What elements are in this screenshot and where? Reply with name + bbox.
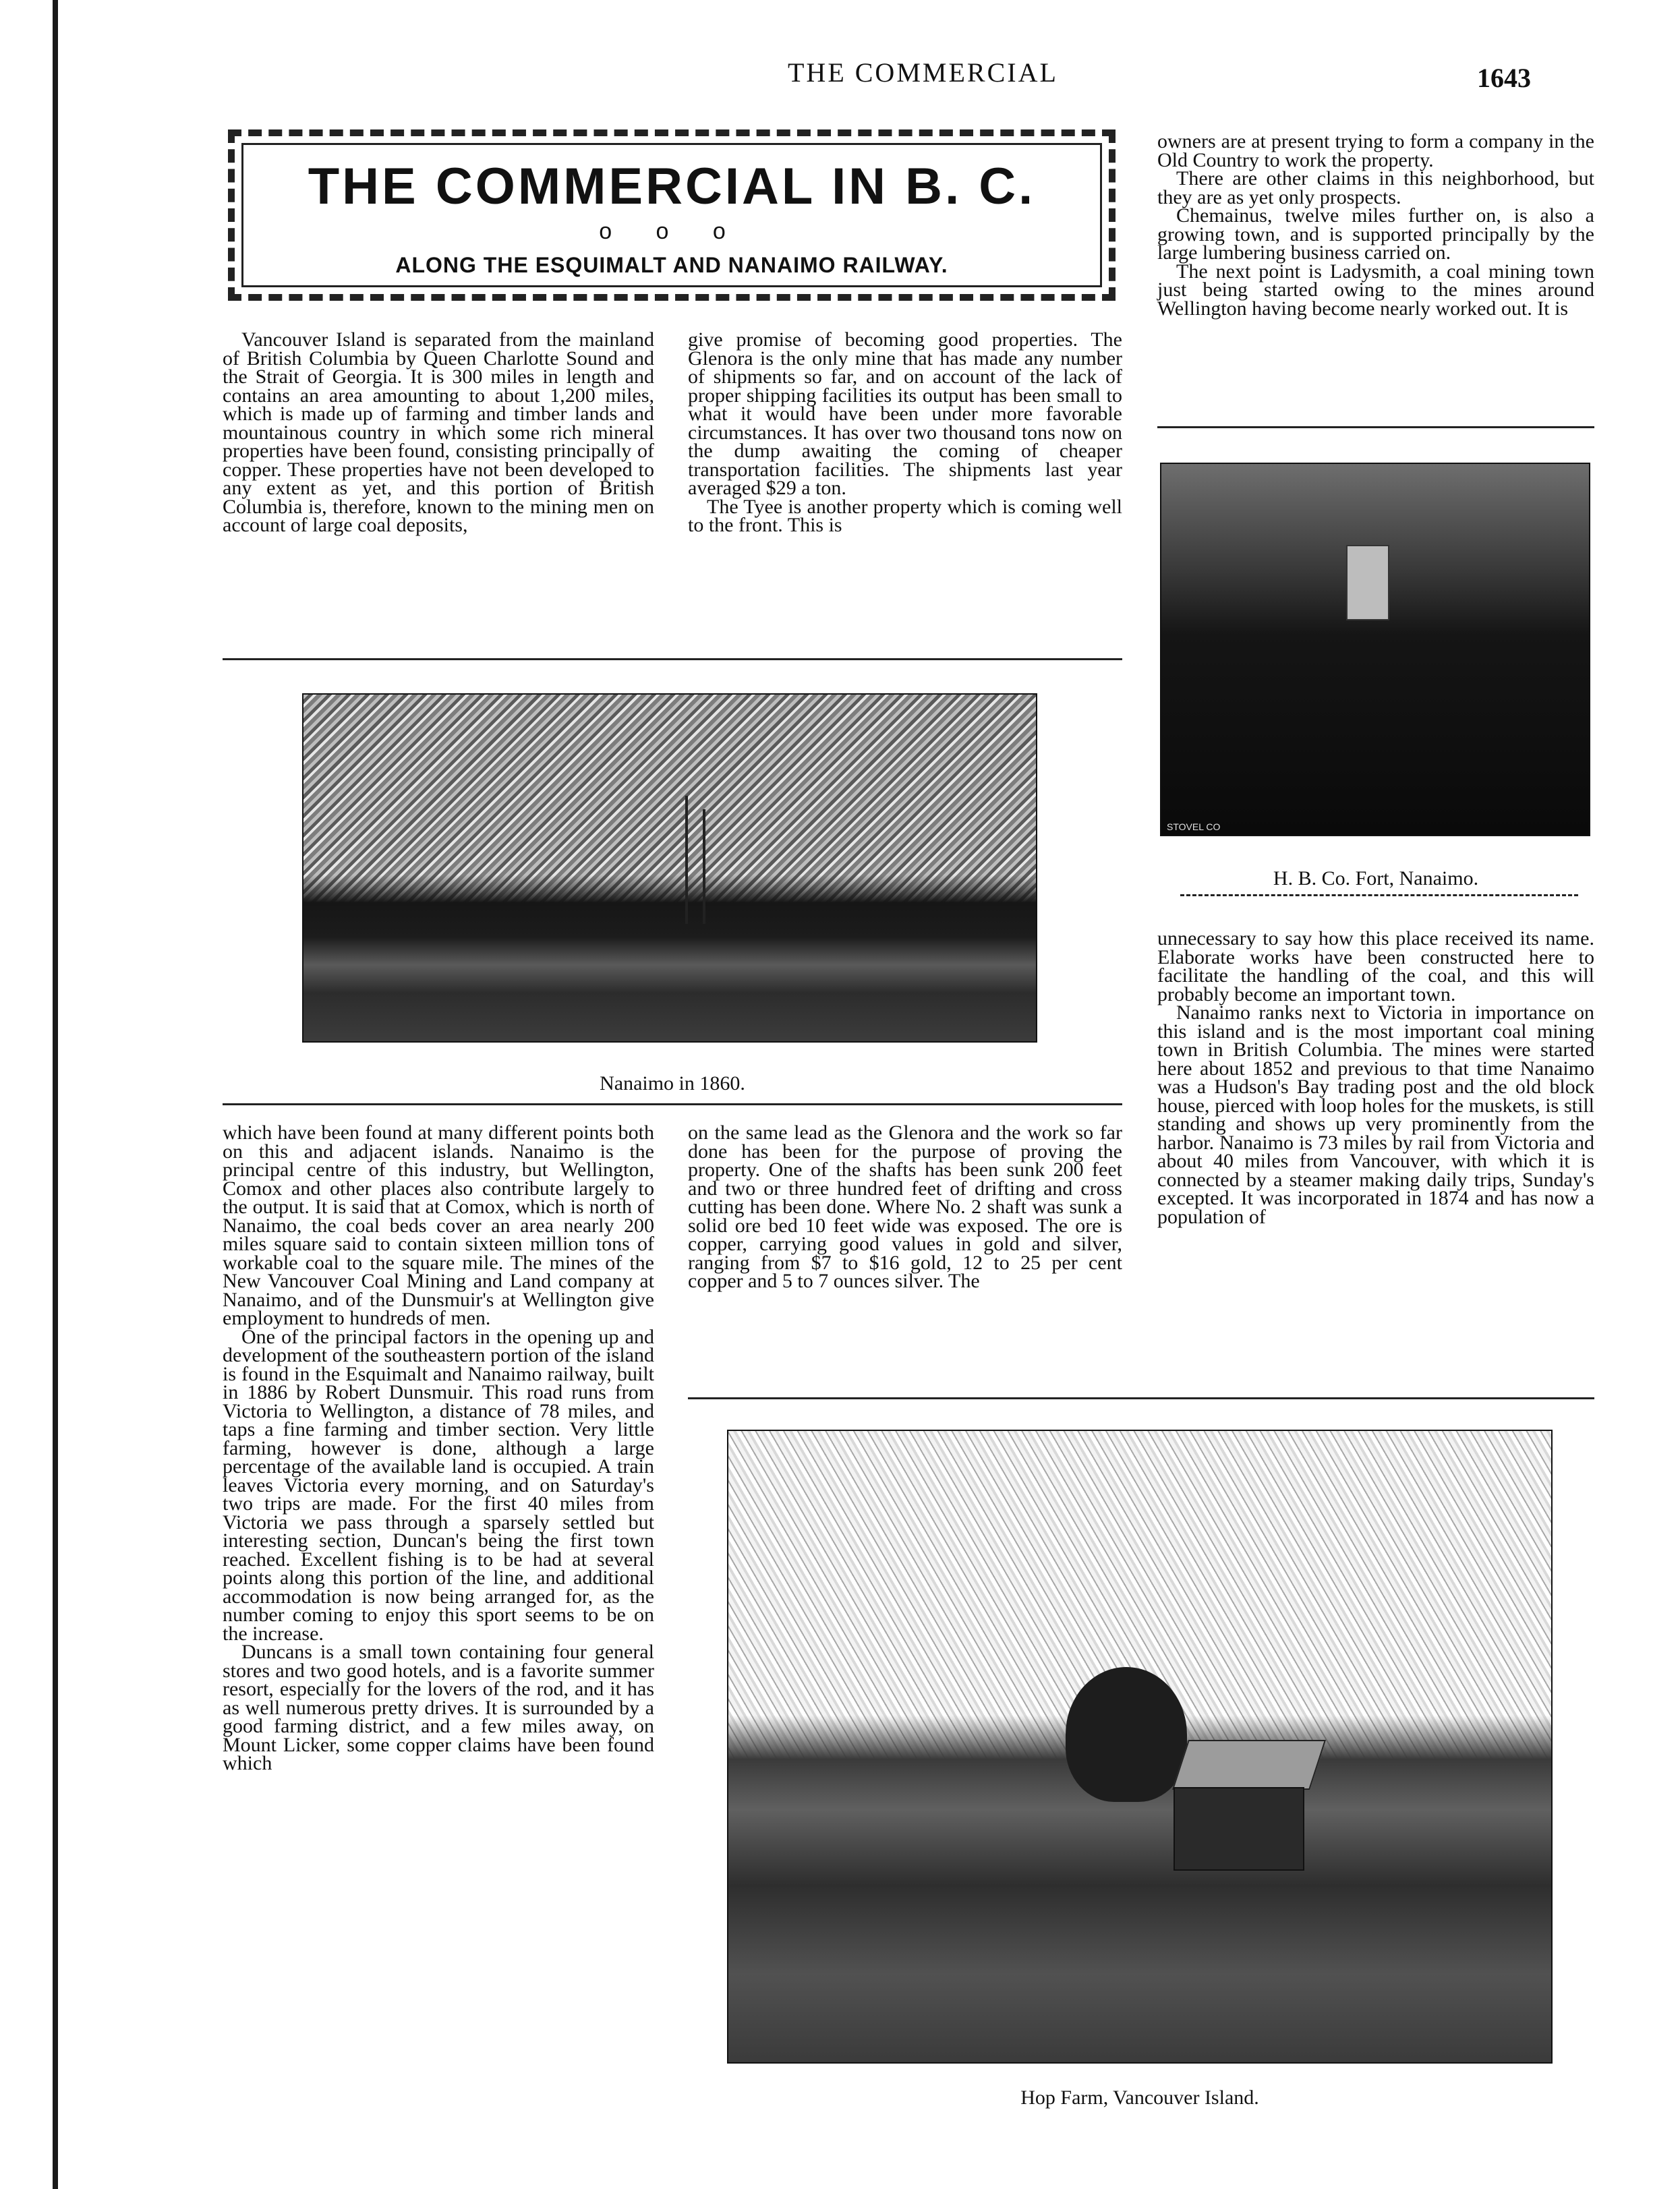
article-col2-bottom [688,1123,1122,1291]
fort-photo [1160,463,1590,836]
paragraph: on the same lead as the Glenora and the work so far done has been for the purpose of proving the property. One of the shafts has been sunk 200 feet and two or three hundred feet of drifting and cross cutting has been done. Where No. 2 shaft was sunk a solid ore bed 10 feet wide was exposed. The ore is copper, carrying good values in gold and silver, ranging from $7 to $16 gold, 12 to 25 per cent copper and 5 to 7 ounces silver. The [688,1121,1122,1292]
paragraph: owners are at present trying to form a company in the Old Country to work the property. [1157,130,1594,171]
paragraph: give promise of becoming good properties. The Glenora is the only mine that has made any number of shipments so far, and on account of the lack of proper shipping facilities its output has been small to what it would have been under more favorable circumstances. It has over two thousand tons now on the dump awaiting the coming of cheaper transportation facilities. The shipments last year averaged $29 a ton. [688,328,1122,499]
paragraph: The next point is Ladysmith, a coal mining town just being started owing to the mines around Wellington having become nearly worked out. It is [1157,260,1594,320]
paragraph: Nanaimo ranks next to Victoria in importance on this island and is the most important coal mining town in British Columbia. The mines were started here about 1852 and previous to that time Nanaimo was a Hudson's Bay trading post and the old block house, pierced with loop holes for the muskets, is still standing and shows up very prominently from the harbor. Nanaimo is 73 miles by rail from Victoria and about 40 miles from Vancouver, with which it is connected by a steamer making daily trips, Sunday's excepted. It was incorporated in 1874 and has now a population of [1157,1001,1594,1228]
running-title: THE COMMERCIAL [788,57,1058,88]
nanaimo-1860-photo [302,693,1037,1043]
paragraph: Vancouver Island is separated from the mainland of British Columbia by Queen Charlotte Sound and the Strait of Georgia. It is 300 miles in length and contains an area amounting to about 1,200 miles, which is made up of farming and timber lands and mountainous country in which some rich mineral properties have been found, consisting principally of copper. These properties have not been developed to any extent as yet, and this portion of British Columbia is, therefore, known to the mining men on account of large coal deposits, [223,328,654,536]
section-rule [223,658,1122,660]
column-rule [1157,426,1594,428]
article-col1-bottom [223,1123,654,1773]
section-rule [688,1397,1594,1399]
paragraph: There are other claims in this neighborhood, but they are as yet only prospects. [1157,167,1594,208]
article-col3-middle [1157,929,1594,1226]
masthead-title: THE COMMERCIAL IN B. C. [308,158,1036,215]
fort-caption: H. B. Co. Fort, Nanaimo. [1273,867,1479,889]
blockhouse-tower [1346,545,1389,620]
section-rule [223,1103,1122,1105]
paragraph: The Tyee is another property which is coming well to the front. This is [688,495,1122,536]
paragraph: Duncans is a small town containing four general stores and two good hotels, and is a favorite summer resort, especially for the lovers of the rod, and it has as well numerous pretty drives. It is surrounded by a good farming district, and a few miles away, on Mount Licker, some copper claims have been found which [223,1641,654,1774]
hop-farm-photo [727,1430,1553,2064]
masthead-inner [241,143,1102,287]
paragraph: which have been found at many different points both on this and adjacent islands. Nanaimo is the principal centre of this industry, but Wellington, Comox and other places also contribute largely to the output. It is said that at Comox, which is north of Nanaimo, the coal beds cover an area nearly 200 miles square said to contain sixteen million tons of workable coal to the square mile. The mines of the New Vancouver Coal Mining and Land company at Nanaimo, and of the Dunsmuir's at Wellington give employment to hundreds of men. [223,1121,654,1329]
masthead-ornament: o o o [599,218,745,244]
barn-roof [1172,1740,1326,1790]
masthead-box [228,129,1116,301]
article-col1-top [223,330,654,535]
hop-farm-caption: Hop Farm, Vancouver Island. [1020,2086,1259,2109]
ship-mast [703,809,705,924]
left-edge-rule [53,0,58,2189]
nanaimo-caption: Nanaimo in 1860. [600,1072,745,1094]
ship-mast [685,796,688,924]
dashed-rule [1180,894,1578,896]
paragraph: One of the principal factors in the opening up and development of the southeastern portion of the island is found in the Esquimalt and Nanaimo railway, built in 1886 by Robert Dunsmuir. This road runs from Victoria to Wellington, a distance of 78 miles, and taps a fine farming and timber section. Very little farming, however is done, although a large percentage of the available land is occupied. A train leaves Victoria every morning, and on Saturday's two trips are made. For the first 40 miles from Victoria we pass through a sparsely settled but interesting section, Duncan's being the first town reached. Excellent fishing is to be had at several points along this portion of the line, and additional accommodation is now being arranged for, as the number coming to enjoy this sport seems to be on the increase. [223,1325,654,1645]
masthead-subtitle: ALONG THE ESQUIMALT AND NANAIMO RAILWAY. [395,253,948,277]
article-col3-top [1157,132,1594,318]
photo-imprint: STOVEL CO [1167,821,1221,832]
barn [1174,1787,1304,1871]
article-col2-top [688,330,1122,535]
tree [1066,1667,1187,1802]
paragraph: Chemainus, twelve miles further on, is also a growing town, and is supported principally by the large lumbering business carried on. [1157,204,1594,264]
page-number: 1643 [1477,63,1531,93]
paragraph: unnecessary to say how this place received its name. Elaborate works have been constructed here to facilitate the handling of the coal, and this will probably become an important town. [1157,927,1594,1005]
